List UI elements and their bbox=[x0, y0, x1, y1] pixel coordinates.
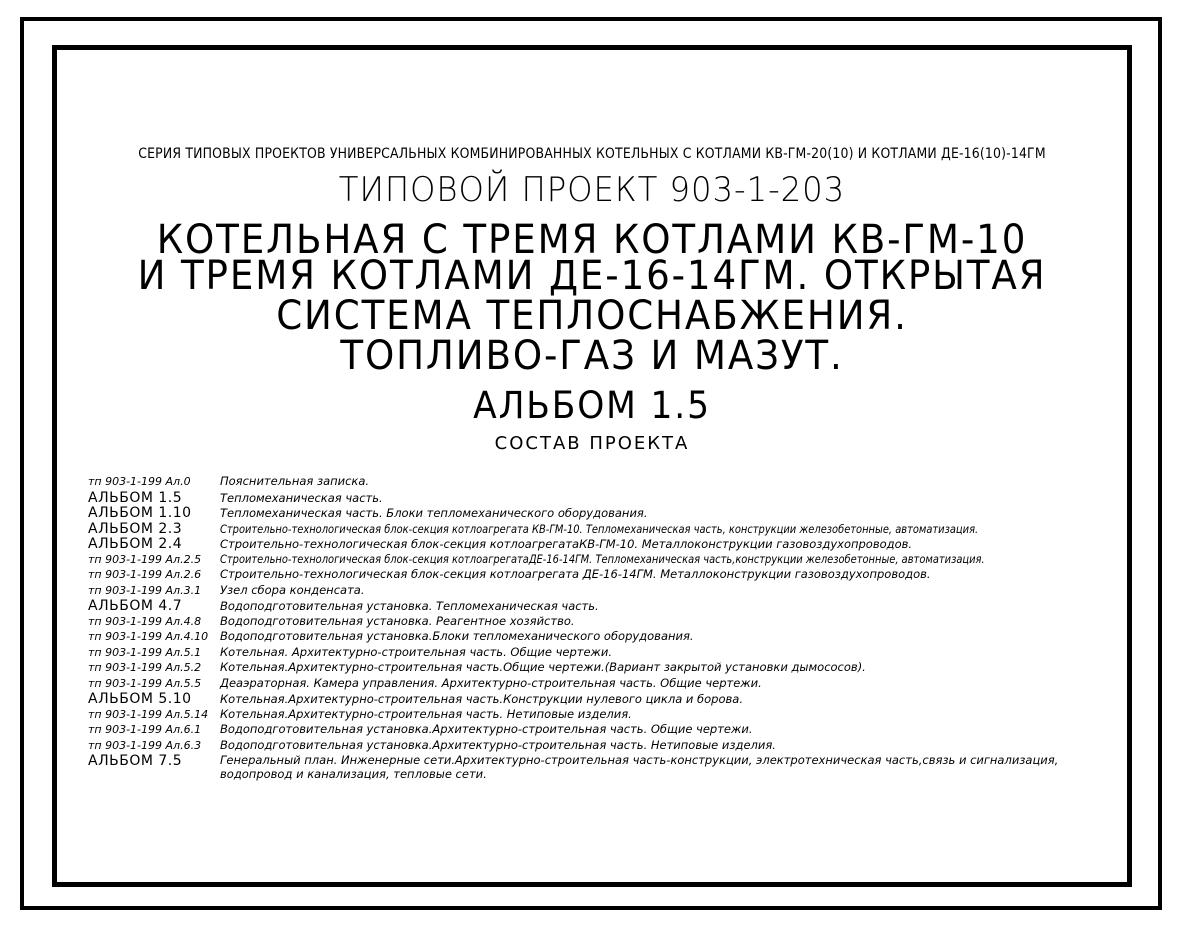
item-code: тп 903-1-199 Ал.2.5 bbox=[88, 552, 202, 566]
list-item bbox=[88, 552, 1138, 568]
list-item bbox=[88, 536, 1138, 552]
item-description: Котельная.Архитектурно-строительная часть.Конструкции нулевого цикла и борова. bbox=[220, 692, 743, 706]
item-description: Водоподготовительная установка.Блоки тепломеханического оборудования. bbox=[220, 629, 694, 643]
item-code: АЛЬБОМ 7.5 bbox=[88, 753, 183, 769]
item-code: тп 903-1-199 Ал.2.6 bbox=[88, 568, 202, 581]
list-item bbox=[88, 738, 1138, 754]
item-code: АЛЬБОМ 1.5 bbox=[88, 489, 183, 506]
item-description: Строительно-технологическая блок-секция котлоагрегата ДЕ-16-14ГМ. Металлоконструкции газовоздухопроводов. bbox=[220, 567, 931, 581]
item-code: АЛЬБОМ 4.7 bbox=[88, 598, 183, 614]
contents-heading: СОСТАВ ПРОЕКТА bbox=[494, 433, 690, 454]
item-code: тп 903-1-199 Ал.0 bbox=[88, 475, 191, 488]
item-description: Узел сбора конденсата. bbox=[220, 582, 365, 597]
item-code: АЛЬБОМ 2.3 bbox=[88, 520, 183, 537]
item-code: тп 903-1-199 Ал.3.1 bbox=[88, 583, 202, 597]
item-code: тп 903-1-199 Ал.4.10 bbox=[88, 630, 209, 643]
list-item bbox=[88, 614, 1138, 630]
series-title: СЕРИЯ ТИПОВЫХ ПРОЕКТОВ УНИВЕРСАЛЬНЫХ КОМБИНИРОВАННЫХ КОТЕЛЬНЫХ С КОТЛАМИ КВ-ГМ-20(10) И КОТЛАМИ ДЕ-16(10)-14ГМ bbox=[138, 146, 1046, 162]
title-line-1: КОТЕЛЬНАЯ С ТРЕМЯ КОТЛАМИ КВ-ГМ-10 bbox=[156, 217, 1028, 263]
list-item bbox=[88, 629, 1138, 645]
item-description: Водоподготовительная установка.Архитектурно-строительная часть. Нетиповые изделия. bbox=[220, 737, 776, 752]
list-item bbox=[88, 474, 1138, 490]
item-code: АЛЬБОМ 1.10 bbox=[88, 505, 192, 521]
item-description: Котельная. Архитектурно-строительная часть. Общие чертежи. bbox=[220, 644, 613, 659]
item-description: Строительно-технологическая блок-секция котлоагрегатаКВ-ГМ-10. Металлоконструкции газовоздухопроводов. bbox=[220, 537, 913, 551]
list-item bbox=[88, 505, 1138, 521]
list-item bbox=[88, 583, 1138, 599]
project-number: ТИПОВОЙ ПРОЕКТ 903-1-203 bbox=[338, 170, 846, 210]
item-code: тп 903-1-199 Ал.6.1 bbox=[88, 723, 202, 736]
list-item bbox=[88, 490, 1138, 506]
list-item bbox=[88, 521, 1138, 537]
item-description: Строительно-технологическая блок-секция котлоагрегатаДЕ-16-14ГМ. Тепломеханическая часть,конструкции железобетонные, автоматизация. bbox=[220, 551, 985, 566]
item-code: АЛЬБОМ 2.4 bbox=[88, 536, 183, 552]
list-item bbox=[88, 660, 1138, 676]
item-code: тп 903-1-199 Ал.5.1 bbox=[88, 645, 202, 659]
item-description: Котельная.Архитектурно-строительная часть.Общие чертежи.(Вариант закрытой установки дымососов). bbox=[220, 660, 866, 674]
item-description: Тепломеханическая часть. bbox=[220, 490, 383, 505]
list-item bbox=[88, 722, 1138, 738]
item-code: тп 903-1-199 Ал.6.3 bbox=[88, 738, 202, 752]
item-description: Водоподготовительная установка. Тепломеханическая часть. bbox=[220, 599, 599, 613]
item-description: Котельная.Архитектурно-строительная часть. Нетиповые изделия. bbox=[220, 706, 632, 721]
contents-list bbox=[88, 474, 1138, 785]
item-code: тп 903-1-199 Ал.5.14 bbox=[88, 707, 209, 721]
title-line-4: ТОПЛИВО-ГАЗ И МАЗУТ. bbox=[340, 333, 844, 379]
list-item bbox=[88, 676, 1138, 692]
item-code: тп 903-1-199 Ал.4.8 bbox=[88, 614, 202, 628]
item-description: Тепломеханическая часть. Блоки тепломеханического оборудования. bbox=[220, 506, 648, 520]
item-description: Строительно-технологическая блок-секция котлоагрегата КВ-ГМ-10. Тепломеханическая часть, конструкции железобетонные, автоматизация. bbox=[220, 521, 979, 536]
item-description: Водоподготовительная установка. Реагентное хозяйство. bbox=[220, 613, 575, 628]
album-number: АЛЬБОМ 1.5 bbox=[473, 384, 711, 427]
list-item bbox=[88, 691, 1138, 707]
item-code: АЛЬБОМ 5.10 bbox=[88, 691, 192, 707]
item-code: тп 903-1-199 Ал.5.2 bbox=[88, 661, 202, 674]
list-item bbox=[88, 567, 1138, 583]
list-item bbox=[88, 598, 1138, 614]
title-line-3: СИСТЕМА ТЕПЛОСНАБЖЕНИЯ. bbox=[276, 293, 908, 339]
item-description: Деаэраторная. Камера управления. Архитектурно-строительная часть. Общие чертежи. bbox=[220, 675, 762, 690]
list-item bbox=[88, 707, 1138, 723]
item-description: Пояснительная записка. bbox=[220, 474, 370, 488]
item-code: тп 903-1-199 Ал.5.5 bbox=[88, 676, 202, 690]
title-line-2: И ТРЕМЯ КОТЛАМИ ДЕ-16-14ГМ. ОТКРЫТАЯ bbox=[137, 253, 1047, 299]
item-description: Генеральный план. Инженерные сети.Архитектурно-строительная часть-конструкции, электротехническая часть,связь и сигнализация, водопровод и канализация, тепловые сети. bbox=[220, 753, 1059, 781]
item-description: Водоподготовительная установка.Архитектурно-строительная часть. Общие чертежи. bbox=[220, 722, 753, 736]
list-item bbox=[88, 753, 1138, 785]
list-item bbox=[88, 645, 1138, 661]
